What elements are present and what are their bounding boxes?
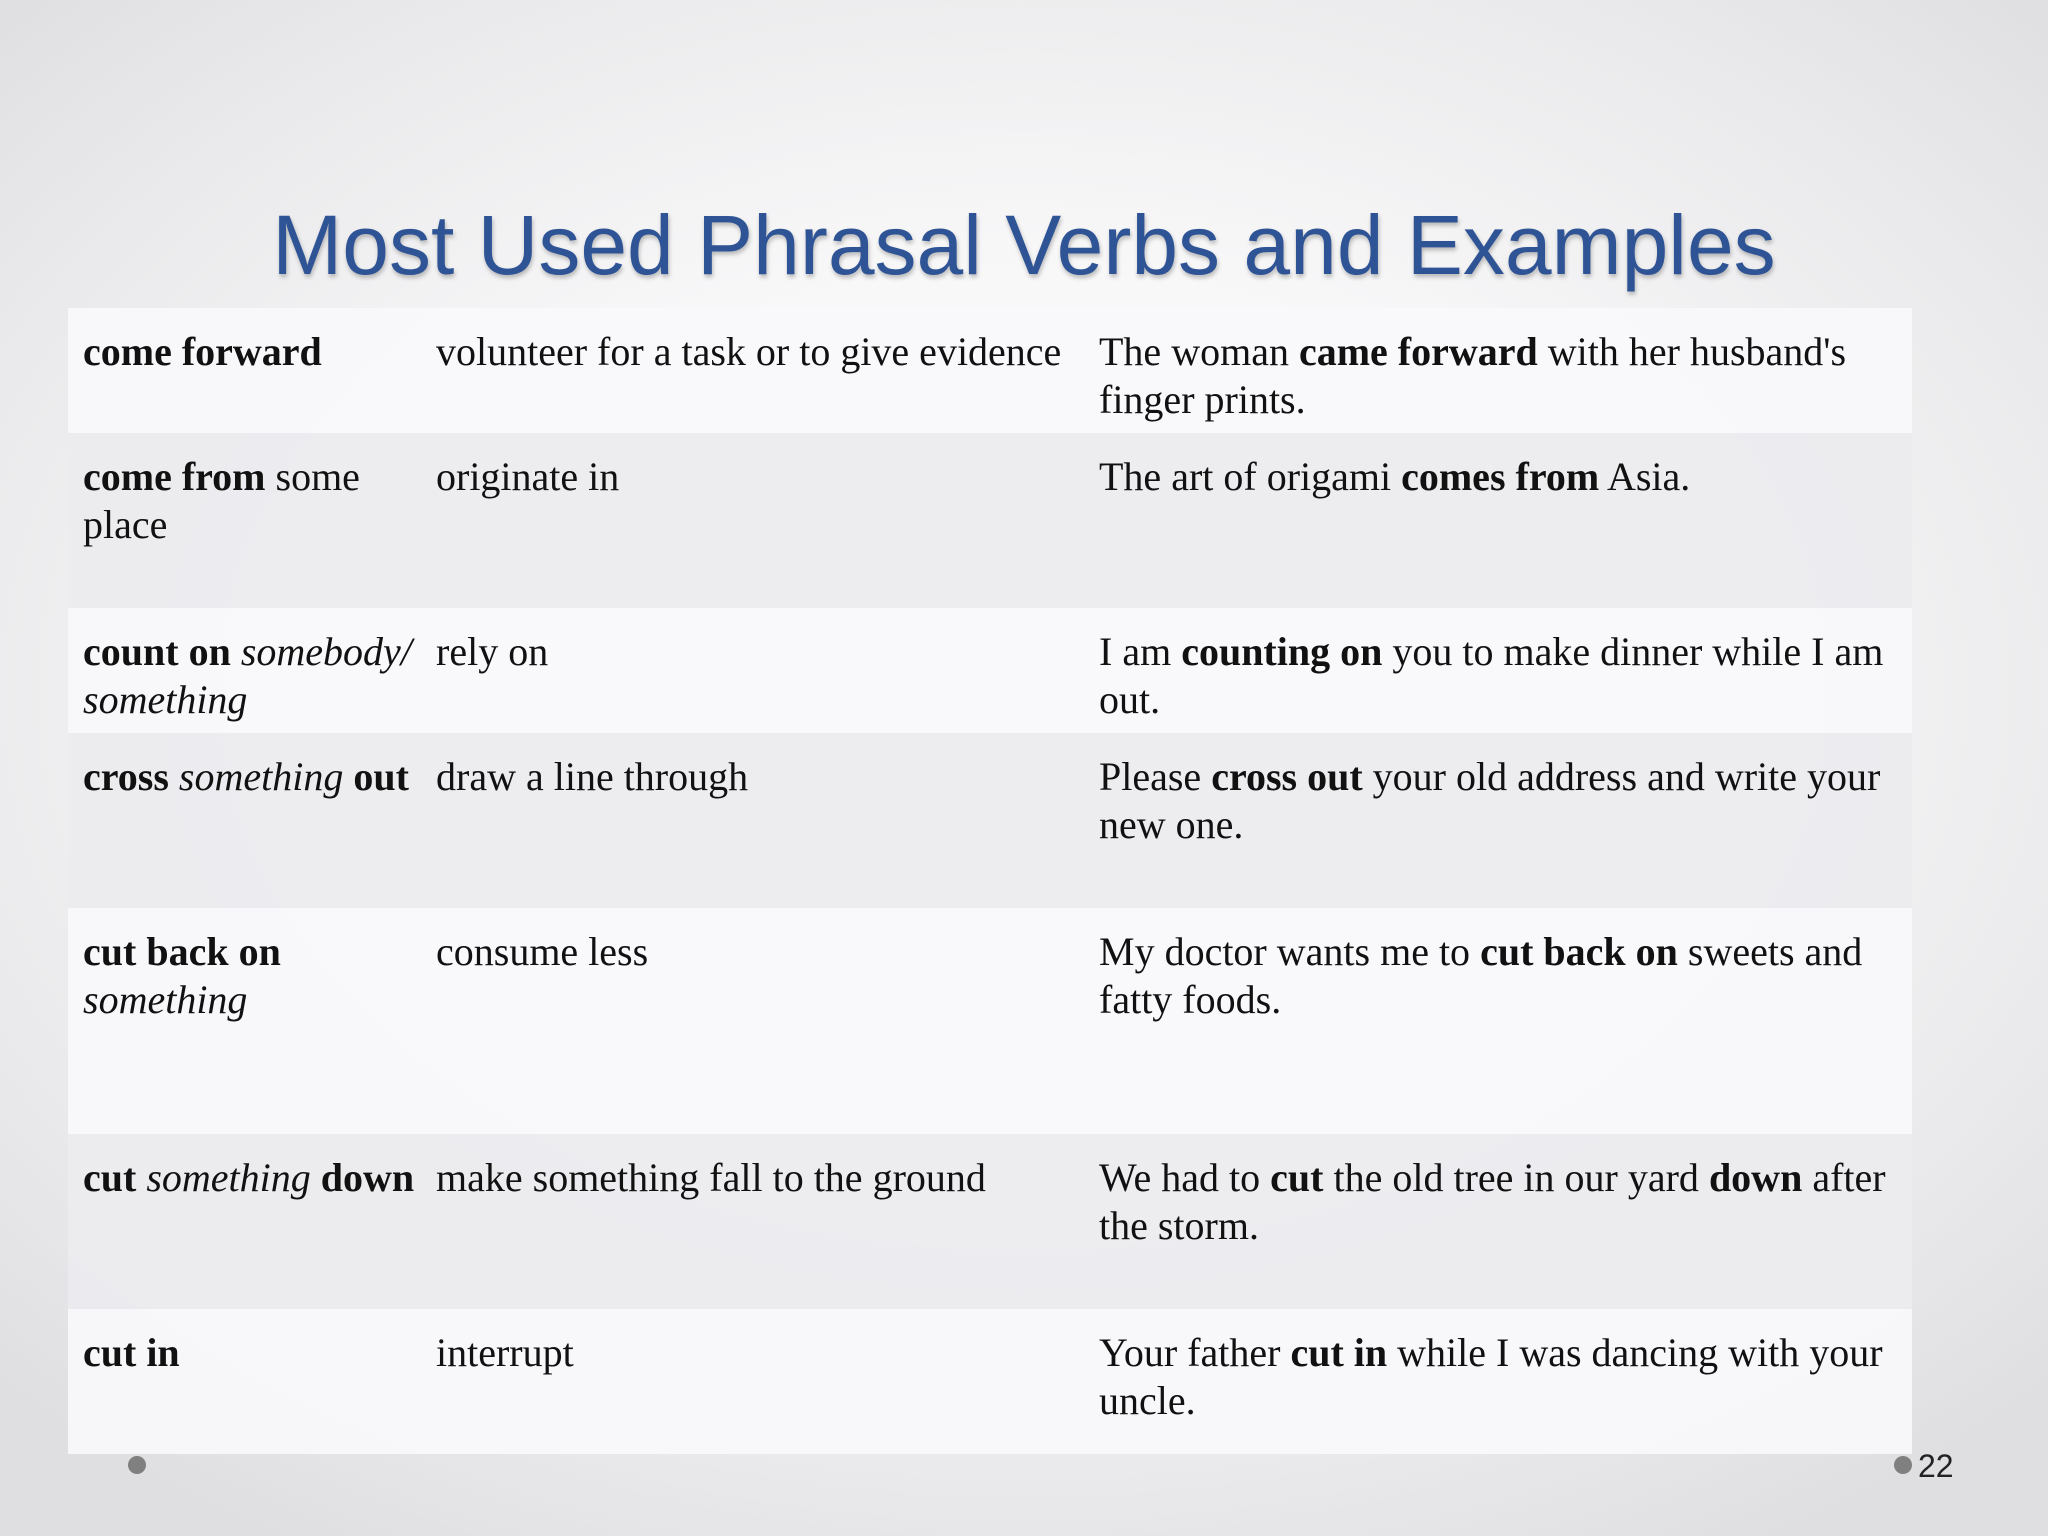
text-run: come from [83, 454, 266, 499]
table-row [68, 433, 1912, 608]
meaning-cell: draw a line through [436, 733, 1099, 908]
text-run: some place [83, 454, 360, 547]
text-run: with her husband's finger prints. [1099, 329, 1847, 422]
text-run: My doctor wants me to [1099, 929, 1481, 974]
text-run: after the storm. [1099, 1155, 1886, 1248]
text-run: you to make dinner while I am out. [1099, 629, 1884, 722]
text-run: The art of origami [1099, 454, 1402, 499]
text-run: out [353, 754, 409, 799]
text-run: cut in [83, 1330, 180, 1375]
example-cell [1099, 733, 1912, 908]
text-run: cross out [1211, 754, 1363, 799]
text-run: come forward [83, 329, 322, 374]
table-row [68, 1134, 1912, 1309]
text-run: something [136, 1155, 321, 1200]
bullet-dot-icon [1894, 1456, 1912, 1474]
slide-title: Most Used Phrasal Verbs and Examples [272, 198, 1776, 292]
table-row [68, 308, 1912, 433]
text-run: comes from [1401, 454, 1600, 499]
table-row [68, 608, 1912, 733]
text-run: I am [1099, 629, 1182, 674]
verb-cell [68, 308, 436, 433]
text-run: Your father [1099, 1330, 1291, 1375]
meaning-cell: volunteer for a task or to give evidence [436, 308, 1099, 433]
text-run: We had to [1099, 1155, 1271, 1200]
text-run: down [1708, 1155, 1803, 1200]
verb-cell [68, 908, 436, 1134]
example-cell [1099, 1134, 1912, 1309]
text-run: cut [1270, 1155, 1324, 1200]
text-run: cut back on [83, 929, 281, 974]
meaning-cell: consume less [436, 908, 1099, 1134]
table-row [68, 733, 1912, 908]
verb-cell [68, 733, 436, 908]
example-cell [1099, 308, 1912, 433]
text-run: Please [1099, 754, 1212, 799]
text-run: down [320, 1155, 415, 1200]
text-run: sweets and fatty foods. [1099, 929, 1863, 1022]
text-run: your old address and write your new one. [1099, 754, 1881, 847]
text-run: something [83, 977, 248, 1022]
text-run: came forward [1298, 329, 1538, 374]
text-run: cut back on [1480, 929, 1678, 974]
text-run: something [168, 754, 354, 799]
text-run: The woman [1099, 329, 1299, 374]
verb-cell [68, 608, 436, 733]
text-run: while I was dancing with your uncle. [1099, 1330, 1883, 1423]
text-run: cross [83, 754, 169, 799]
meaning-cell: rely on [436, 608, 1099, 733]
verb-cell [68, 1309, 436, 1454]
example-cell [1099, 908, 1912, 1134]
verb-cell [68, 1134, 436, 1309]
meaning-cell: originate in [436, 433, 1099, 608]
example-cell [1099, 433, 1912, 608]
example-cell [1099, 608, 1912, 733]
text-run: count on [83, 629, 231, 674]
page-number: 22 [1918, 1448, 1954, 1484]
text-run: counting on [1181, 629, 1383, 674]
example-cell [1099, 1309, 1912, 1454]
meaning-cell: interrupt [436, 1309, 1099, 1454]
text-run: Asia. [1599, 454, 1691, 499]
phrasal-verbs-table [68, 308, 1912, 1454]
meaning-cell: make something fall to the ground [436, 1134, 1099, 1309]
text-run: cut [83, 1155, 137, 1200]
table-row [68, 908, 1912, 1134]
verb-cell [68, 433, 436, 608]
text-run: cut in [1290, 1330, 1388, 1375]
text-run: the old tree in our yard [1323, 1155, 1709, 1200]
bullet-dot-icon [128, 1456, 146, 1474]
text-run: somebody/ something [83, 629, 412, 722]
table-row [68, 1309, 1912, 1454]
